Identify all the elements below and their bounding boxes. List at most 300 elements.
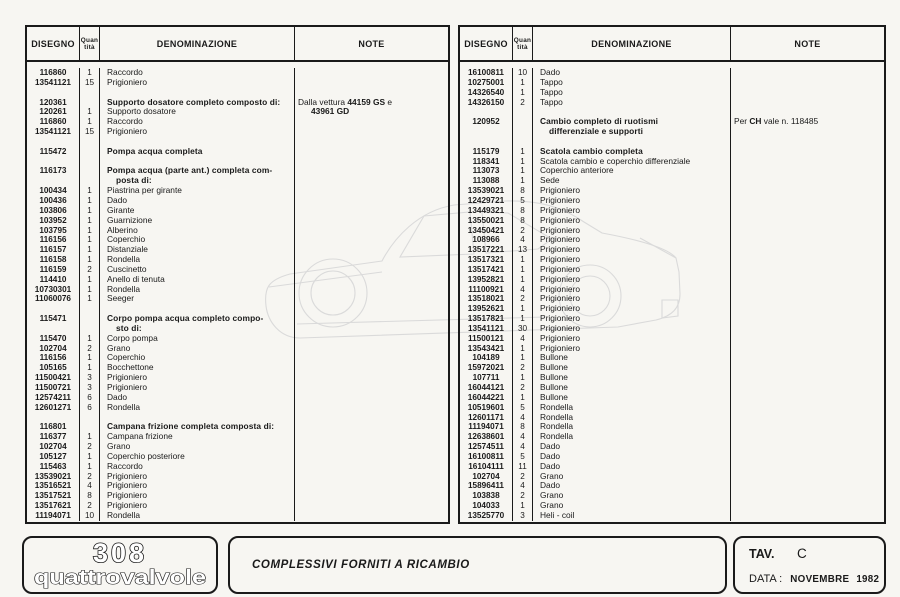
spacer-row [460, 137, 884, 147]
cell-denomination: Dado [533, 442, 731, 452]
cell-part-number: 13517821 [460, 314, 513, 324]
cell-part-number: 13517621 [27, 501, 80, 511]
cell-part-number: 102704 [27, 442, 80, 452]
cell-denomination: Heli - coil [533, 511, 731, 521]
cell-part-number: 103952 [27, 216, 80, 226]
cell-quantity: 2 [80, 501, 100, 511]
table-row [460, 147, 884, 157]
cell-note [295, 176, 448, 186]
cell-quantity: 1 [80, 363, 100, 373]
cell-note [731, 491, 884, 501]
cell-note [295, 314, 448, 324]
cell-note [295, 206, 448, 216]
cell-quantity: 2 [513, 98, 533, 108]
cell-quantity [80, 304, 100, 314]
cell-note [295, 186, 448, 196]
cell-note [295, 452, 448, 462]
table-row [460, 501, 884, 511]
cell-part-number: 10730301 [27, 285, 80, 295]
table-row [27, 363, 448, 373]
table-row [460, 422, 884, 432]
cell-denomination: Grano [533, 472, 731, 482]
column-header-quantita [80, 27, 100, 60]
cell-denomination: Tappo [533, 88, 731, 98]
table-row [460, 353, 884, 363]
note-text: Dalla vettura [298, 97, 348, 107]
cell-part-number: 116860 [27, 68, 80, 78]
cell-quantity [80, 147, 100, 157]
table-row [27, 383, 448, 393]
table-row [460, 176, 884, 186]
table-row [460, 432, 884, 442]
table-row [460, 127, 884, 137]
cell-note [295, 275, 448, 285]
cell-denomination: Bullone [533, 363, 731, 373]
cell-quantity: 1 [80, 216, 100, 226]
cell-denomination: Rondella [100, 403, 295, 413]
cell-denomination: Prigioniero [100, 481, 295, 491]
cell-denomination: Coperchio posteriore [100, 452, 295, 462]
spacer-row [27, 413, 448, 423]
cell-part-number: 15972021 [460, 363, 513, 373]
cell-denomination: Guarnizione [100, 216, 295, 226]
cell-part-number [27, 176, 80, 186]
cell-quantity: 1 [513, 275, 533, 285]
cell-note [731, 511, 884, 521]
cell-note [731, 127, 884, 137]
cell-note [295, 422, 448, 432]
table-row [27, 294, 448, 304]
cell-note [731, 403, 884, 413]
cell-note [731, 255, 884, 265]
cell-part-number: 13516521 [27, 481, 80, 491]
cell-note [731, 442, 884, 452]
cell-quantity: 3 [80, 373, 100, 383]
cell-denomination: Prigioniero [533, 265, 731, 275]
cell-note [731, 235, 884, 245]
table-row [460, 294, 884, 304]
cell-part-number [27, 324, 80, 334]
table-header-right [460, 27, 884, 62]
cell-quantity: 3 [513, 511, 533, 521]
cell-quantity: 1 [80, 107, 100, 117]
cell-note [295, 216, 448, 226]
table-row [27, 226, 448, 236]
cell-note [295, 373, 448, 383]
table-row [27, 442, 448, 452]
cell-part-number: 14326150 [460, 98, 513, 108]
column-header-note: NOTE [358, 38, 385, 49]
cell-quantity: 1 [80, 196, 100, 206]
cell-quantity [513, 127, 533, 137]
cell-denomination [100, 304, 295, 314]
table-row [27, 176, 448, 186]
cell-quantity: 1 [80, 353, 100, 363]
cell-note [731, 117, 884, 127]
table-row [460, 216, 884, 226]
cell-quantity: 1 [80, 206, 100, 216]
table-row [460, 511, 884, 521]
cell-denomination: Corpo pompa [100, 334, 295, 344]
cell-note [295, 491, 448, 501]
cell-quantity: 11 [513, 462, 533, 472]
cell-quantity: 1 [80, 334, 100, 344]
cell-quantity: 1 [80, 255, 100, 265]
table-row [460, 413, 884, 423]
cell-part-number: 13539021 [27, 472, 80, 482]
cell-note [295, 235, 448, 245]
table-row [460, 235, 884, 245]
cell-part-number: 105127 [27, 452, 80, 462]
cell-part-number: 115179 [460, 147, 513, 157]
cell-denomination: Grano [100, 344, 295, 354]
table-row [27, 481, 448, 491]
cell-note [731, 324, 884, 334]
cell-quantity: 4 [513, 481, 533, 491]
table-row [27, 491, 448, 501]
cell-denomination: Prigioniero [100, 501, 295, 511]
table-row [460, 452, 884, 462]
cell-denomination: Grano [533, 501, 731, 511]
table-row [460, 98, 884, 108]
cell-quantity [80, 176, 100, 186]
cell-quantity: 2 [513, 472, 533, 482]
cell-quantity [80, 314, 100, 324]
cell-note [731, 334, 884, 344]
cell-denomination: Prigioniero [533, 334, 731, 344]
cell-part-number: 13541121 [27, 127, 80, 137]
cell-part-number [27, 413, 80, 423]
cell-part-number: 13517421 [460, 265, 513, 275]
cell-quantity [80, 88, 100, 98]
cell-quantity: 4 [80, 481, 100, 491]
cell-part-number: 13450421 [460, 226, 513, 236]
cell-part-number: 13517221 [460, 245, 513, 255]
date-line [749, 573, 879, 585]
cell-note [731, 98, 884, 108]
spacer-row [27, 157, 448, 167]
cell-note [295, 442, 448, 452]
cell-note [731, 147, 884, 157]
table-row [27, 117, 448, 127]
cell-part-number: 13541121 [27, 78, 80, 88]
table-row [27, 353, 448, 363]
cell-denomination: Prigioniero [533, 304, 731, 314]
cell-denomination [533, 137, 731, 147]
cell-note [295, 285, 448, 295]
cell-denomination: Raccordo [100, 117, 295, 127]
table-row [27, 403, 448, 413]
table-header-left [27, 27, 448, 62]
cell-quantity [513, 117, 533, 127]
cell-denomination: Dado [100, 393, 295, 403]
cell-note [295, 245, 448, 255]
table-row [27, 324, 448, 334]
cell-denomination: Cuscinetto [100, 265, 295, 275]
cell-note [731, 383, 884, 393]
cell-quantity: 4 [513, 235, 533, 245]
cell-denomination: Alberino [100, 226, 295, 236]
table-body-left [27, 62, 448, 522]
cell-denomination: Grano [533, 491, 731, 501]
cell-part-number: 13543421 [460, 344, 513, 354]
table-row [460, 481, 884, 491]
table-row [460, 383, 884, 393]
spacer-row [27, 304, 448, 314]
cell-quantity: 1 [513, 314, 533, 324]
table-row [460, 442, 884, 452]
cell-part-number: 100436 [27, 196, 80, 206]
cell-denomination: Prigioniero [100, 373, 295, 383]
table-row [27, 166, 448, 176]
cell-part-number: 116860 [27, 117, 80, 127]
cell-denomination: Prigioniero [100, 127, 295, 137]
cell-quantity: 2 [80, 265, 100, 275]
cell-quantity: 10 [513, 68, 533, 78]
cell-part-number: 105165 [27, 363, 80, 373]
cell-note [295, 363, 448, 373]
cell-note [295, 127, 448, 137]
cell-quantity [80, 98, 100, 108]
cell-denomination: Dado [533, 481, 731, 491]
cell-denomination: Piastrina per girante [100, 186, 295, 196]
cell-note [295, 255, 448, 265]
cell-denomination: Cambio completo di ruotismi [533, 117, 731, 127]
cell-part-number: 104189 [460, 353, 513, 363]
cell-quantity: 1 [513, 353, 533, 363]
table-row [460, 88, 884, 98]
note-text-bold: CH [749, 117, 762, 127]
quantita-line1: Quan [513, 36, 532, 44]
cell-denomination: Tappo [533, 78, 731, 88]
cell-note [731, 216, 884, 226]
cell-quantity: 1 [513, 344, 533, 354]
logo-quattrovalvole-text: quattrovalvole [34, 567, 206, 589]
cell-quantity: 8 [513, 216, 533, 226]
cell-quantity: 1 [513, 147, 533, 157]
table-row [27, 462, 448, 472]
tav-box [733, 536, 886, 594]
cell-part-number: 116157 [27, 245, 80, 255]
cell-quantity: 1 [80, 432, 100, 442]
table-row [460, 373, 884, 383]
cell-denomination: Supporto dosatore completo composto di: [100, 98, 295, 108]
cell-denomination [100, 137, 295, 147]
table-row [27, 107, 448, 117]
cell-note [731, 88, 884, 98]
cell-quantity: 1 [80, 275, 100, 285]
cell-part-number: 12574511 [460, 442, 513, 452]
cell-denomination: Bullone [533, 383, 731, 393]
cell-denomination: Prigioniero [533, 196, 731, 206]
cell-denomination: Dado [533, 68, 731, 78]
table-row [27, 393, 448, 403]
cell-part-number: 13525770 [460, 511, 513, 521]
cell-part-number [27, 304, 80, 314]
cell-denomination: Dado [533, 462, 731, 472]
cell-denomination: Rondella [100, 511, 295, 521]
table-row [27, 511, 448, 521]
cell-note [731, 226, 884, 236]
parts-table-right [458, 25, 886, 524]
cell-quantity: 5 [513, 196, 533, 206]
table-row [27, 216, 448, 226]
cell-quantity [80, 413, 100, 423]
cell-note [731, 304, 884, 314]
cell-quantity: 15 [80, 78, 100, 88]
cell-denomination: Bullone [533, 373, 731, 383]
cell-quantity: 8 [513, 186, 533, 196]
table-row [27, 265, 448, 275]
cell-part-number: 10275001 [460, 78, 513, 88]
note-text: vale n. 118485 [761, 117, 819, 127]
cell-part-number: 12601271 [27, 403, 80, 413]
cell-part-number: 16044121 [460, 383, 513, 393]
table-row [27, 314, 448, 324]
cell-part-number: 116159 [27, 265, 80, 275]
table-row [460, 393, 884, 403]
cell-part-number: 13518021 [460, 294, 513, 304]
cell-note [295, 304, 448, 314]
cell-quantity: 8 [513, 206, 533, 216]
cell-denomination: Campana frizione [100, 432, 295, 442]
cell-note [295, 481, 448, 491]
cell-note [295, 294, 448, 304]
cell-quantity: 4 [513, 442, 533, 452]
cell-part-number: 13449321 [460, 206, 513, 216]
cell-part-number: 102704 [27, 344, 80, 354]
cell-quantity: 1 [80, 68, 100, 78]
ferrari-308-quattrovalvole-logo [24, 538, 216, 592]
cell-note [295, 334, 448, 344]
date-label: DATA : [749, 573, 783, 585]
cell-note [731, 393, 884, 403]
table-body-right [460, 62, 884, 522]
cell-note [731, 422, 884, 432]
cell-denomination: Prigioniero [533, 206, 731, 216]
cell-quantity: 1 [513, 255, 533, 265]
cell-note [295, 137, 448, 147]
cell-denomination: Rondella [100, 285, 295, 295]
table-row [460, 472, 884, 482]
column-header-disegno: DISEGNO [27, 27, 80, 60]
cell-note [295, 78, 448, 88]
cell-note [731, 344, 884, 354]
cell-part-number: 116156 [27, 353, 80, 363]
cell-denomination: Prigioniero [533, 226, 731, 236]
table-row [27, 68, 448, 78]
cell-part-number: 115463 [27, 462, 80, 472]
cell-quantity: 1 [513, 157, 533, 167]
column-header-denominazione: DENOMINAZIONE [100, 27, 295, 60]
cell-part-number: 115472 [27, 147, 80, 157]
tav-label: TAV. [749, 547, 775, 561]
cell-note [731, 137, 884, 147]
table-row [27, 472, 448, 482]
cell-part-number: 16044221 [460, 393, 513, 403]
cell-part-number: 14326540 [460, 88, 513, 98]
column-header-denominazione: DENOMINAZIONE [533, 27, 731, 60]
table-row [460, 265, 884, 275]
cell-note [295, 324, 448, 334]
cell-quantity: 1 [513, 176, 533, 186]
cell-part-number: 104033 [460, 501, 513, 511]
cell-note [731, 462, 884, 472]
cell-note [731, 265, 884, 275]
table-row [27, 186, 448, 196]
cell-part-number: 118341 [460, 157, 513, 167]
cell-note [295, 157, 448, 167]
table-row [27, 206, 448, 216]
cell-part-number: 13541121 [460, 324, 513, 334]
quantita-line1: Quan [80, 36, 99, 44]
note-text: Per [734, 117, 750, 127]
cell-quantity: 1 [80, 235, 100, 245]
cell-denomination: sto di: [100, 324, 295, 334]
cell-quantity: 4 [513, 334, 533, 344]
tav-value: C [796, 546, 807, 561]
cell-part-number: 12574211 [27, 393, 80, 403]
cell-denomination: Prigioniero [100, 491, 295, 501]
table-row [27, 285, 448, 295]
cell-quantity [80, 422, 100, 432]
cell-denomination: Pompa acqua (parte ant.) completa com- [100, 166, 295, 176]
cell-denomination: Supporto dosatore [100, 107, 295, 117]
cell-quantity [80, 324, 100, 334]
cell-denomination: Rondella [533, 413, 731, 423]
cell-note [295, 265, 448, 275]
cell-note [731, 68, 884, 78]
cell-denomination: Dado [533, 452, 731, 462]
table-row [460, 403, 884, 413]
table-row [460, 186, 884, 196]
cell-part-number: 103795 [27, 226, 80, 236]
cell-quantity: 2 [80, 344, 100, 354]
cell-denomination: Prigioniero [100, 472, 295, 482]
cell-denomination [100, 88, 295, 98]
cell-part-number: 11060076 [27, 294, 80, 304]
cell-part-number: 11194071 [27, 511, 80, 521]
cell-note [295, 383, 448, 393]
cell-quantity: 2 [80, 472, 100, 482]
column-header-quantita [513, 27, 533, 60]
cell-denomination: Anello di tenuta [100, 275, 295, 285]
cell-part-number: 103838 [460, 491, 513, 501]
cell-denomination: Rondella [533, 422, 731, 432]
cell-quantity: 4 [513, 413, 533, 423]
cell-quantity: 2 [80, 442, 100, 452]
cell-denomination: Dado [100, 196, 295, 206]
cell-quantity: 2 [513, 383, 533, 393]
cell-denomination: Rondella [533, 432, 731, 442]
cell-denomination: posta di: [100, 176, 295, 186]
cell-note [295, 353, 448, 363]
cell-note [295, 107, 448, 117]
quantita-line2: tità [84, 43, 95, 51]
table-row [460, 245, 884, 255]
cell-note [295, 98, 448, 108]
cell-note [731, 452, 884, 462]
cell-quantity [80, 137, 100, 147]
cell-part-number: 11500121 [460, 334, 513, 344]
cell-part-number: 11194071 [460, 422, 513, 432]
cell-quantity [513, 137, 533, 147]
cell-denomination: Bullone [533, 393, 731, 403]
cell-denomination: Prigioniero [100, 78, 295, 88]
cell-quantity: 4 [513, 285, 533, 295]
cell-quantity: 2 [513, 363, 533, 373]
table-row [27, 78, 448, 88]
